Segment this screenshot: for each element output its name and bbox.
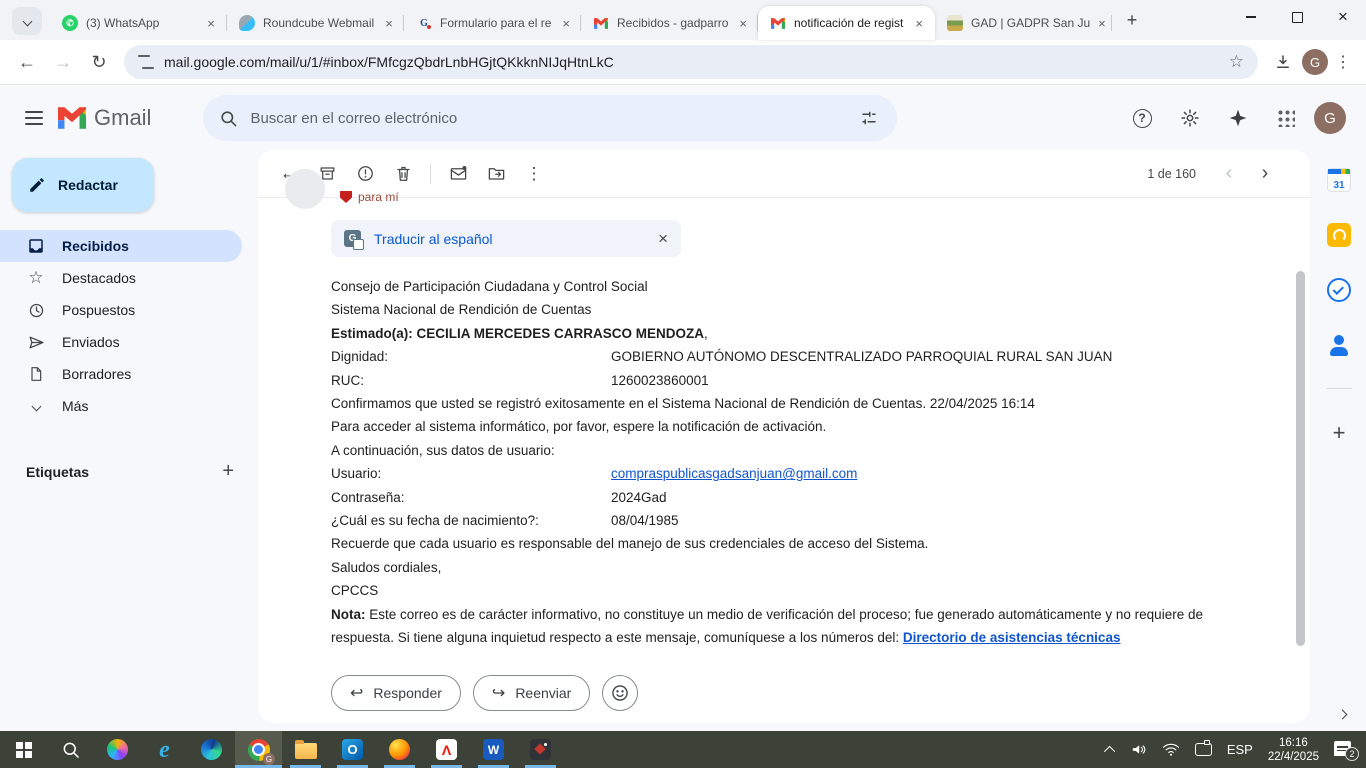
taskbar-word-button[interactable] (470, 731, 517, 768)
tab-close-icon[interactable] (911, 15, 927, 31)
add-label-button[interactable] (222, 460, 234, 483)
site-settings-icon[interactable] (138, 55, 154, 69)
language-indicator[interactable]: ESP (1226, 742, 1253, 757)
tasks-icon[interactable] (1327, 278, 1351, 302)
translate-link[interactable]: Traducir al español (374, 230, 493, 247)
tray-time: 16:16 (1279, 736, 1308, 749)
email-body (331, 275, 1256, 650)
sidebar-item-pospuestos[interactable] (0, 294, 242, 326)
tab-close-icon[interactable] (382, 15, 396, 31)
get-addons-button[interactable] (1333, 420, 1346, 446)
apps-grid-icon (1277, 109, 1295, 127)
keep-icon[interactable] (1327, 223, 1351, 247)
email-line: Saludos cordiales, (331, 559, 442, 575)
sender-avatar[interactable] (285, 169, 325, 209)
taskbar-internet-explorer-button[interactable] (141, 731, 188, 768)
email-line: Consejo de Participación Ciudadana y Control Social (331, 279, 648, 294)
window-controls (1228, 0, 1366, 34)
mail-view-card (258, 150, 1310, 723)
help-icon (1133, 109, 1152, 128)
inbox-icon (26, 237, 46, 255)
gear-icon (1180, 108, 1200, 128)
cpccs-icon (416, 15, 432, 31)
chrome-profile-badge: G (263, 753, 275, 765)
email-line: Confirmamos que usted se registró exitosamente en el Sistema Nacional de Rendición de Cuentas. 22/04/2025 16:14 (331, 396, 1035, 412)
system-tray (1107, 731, 1366, 768)
browser-forward-button[interactable] (46, 45, 80, 79)
tab-close-icon[interactable] (203, 15, 219, 31)
windows-taskbar (0, 731, 1366, 768)
acrobat-icon (436, 739, 457, 760)
tab-title: Formulario para el re (440, 16, 552, 30)
outlook-icon (342, 739, 363, 760)
email-note: Nota: Este correo es de carácter informativo, no constituye un medio de verificación del proceso; fue generado automáticamente y no requiere de respuesta. Si tiene alguna inquietud respecto a este mensaje, comuníquese a los números del: Directorio de asistencias técnicas (331, 606, 1203, 646)
pagination-count: 1 de 160 (1147, 166, 1196, 181)
translate-icon (344, 230, 361, 247)
contacts-icon[interactable] (1327, 333, 1351, 357)
search-icon (219, 109, 238, 128)
tab-close-icon[interactable] (559, 15, 573, 31)
email-scrollbar[interactable] (1296, 271, 1305, 646)
header-actions (1122, 98, 1352, 138)
tab-title: Recibidos - gadparro (617, 16, 729, 30)
sidebar-item-label: Destacados (62, 270, 136, 286)
newer-email-button[interactable] (1212, 157, 1246, 191)
browser-reload-button[interactable] (82, 45, 116, 79)
clock-icon (26, 302, 46, 319)
tab-notificacion-active[interactable] (758, 6, 935, 40)
gmail-icon (770, 15, 786, 31)
tab-search-button[interactable] (12, 7, 42, 35)
reply-button[interactable]: ↩ Responder (331, 675, 461, 711)
email-line: A continuación, sus datos de usuario: (331, 442, 555, 458)
smiley-icon (610, 683, 630, 703)
gmail-icon (593, 15, 609, 31)
sidebar-item-destacados[interactable] (0, 262, 242, 294)
search-icon (61, 740, 81, 760)
sidebar-item-label: Borradores (62, 366, 132, 382)
chevron-right-icon (1338, 710, 1348, 720)
sidebar-item-label: Pospuestos (62, 302, 136, 318)
notifications-button[interactable] (1334, 741, 1354, 758)
label-icon (340, 191, 352, 203)
tab-roundcube[interactable] (227, 6, 404, 40)
labels-header: Etiquetas (26, 463, 90, 480)
volume-icon[interactable] (1130, 741, 1147, 758)
tab-recibidos[interactable] (581, 6, 758, 40)
roundcube-icon (239, 15, 255, 31)
pencil-icon (28, 176, 46, 194)
help-button[interactable] (1122, 98, 1162, 138)
translate-bar (331, 220, 681, 257)
hide-side-panel-button[interactable] (1339, 705, 1346, 723)
browser-tab-strip (0, 0, 1366, 40)
sparkle-icon (1228, 108, 1248, 128)
sidebar-item-label: Recibidos (62, 238, 129, 254)
tab-gad[interactable] (935, 6, 1112, 40)
sidebar-item-label: Más (62, 398, 89, 414)
star-icon (26, 268, 46, 288)
gmail-logo-text: Gmail (94, 105, 152, 130)
email-field-row: Dignidad: GOBIERNO AUTÓNOMO DESCENTRALIZADO PARROQUIAL RURAL SAN JUAN (331, 349, 1113, 365)
gmail-app (0, 86, 1366, 731)
gemini-button[interactable] (1218, 98, 1258, 138)
taskbar-copilot-button[interactable] (94, 731, 141, 768)
emoji-reaction-button[interactable] (602, 675, 638, 711)
sidebar-item-borradores[interactable] (0, 358, 242, 390)
search-placeholder[interactable]: Buscar en el correo electrónico (250, 109, 458, 127)
email-line: Sistema Nacional de Rendición de Cuentas (331, 302, 592, 318)
copilot-icon (107, 739, 128, 760)
apps-grid-button[interactable] (1266, 98, 1306, 138)
email-scroll-area[interactable] (258, 190, 1310, 723)
taskbar-search-button[interactable] (47, 731, 94, 768)
browser-back-button[interactable] (10, 45, 44, 79)
mail-toolbar (258, 150, 1310, 198)
rail-divider (1326, 388, 1352, 389)
tab-title: GAD | GADPR San Ju (971, 16, 1091, 30)
email-line: CPCCS (331, 583, 379, 599)
forward-icon (492, 683, 505, 703)
email-field-row: Contraseña: 2024Gad (331, 489, 667, 505)
window-minimize-button[interactable] (1228, 0, 1274, 34)
user-email-link[interactable]: compraspublicasgadsanjuan@gmail.com (611, 466, 858, 482)
pagination (1147, 157, 1298, 191)
gmail-sidebar (0, 150, 256, 731)
report-spam-button[interactable] (346, 155, 384, 193)
email-line: Para acceder al sistema informático, por favor, espere la notificación de activación. (331, 419, 827, 435)
search-bar[interactable] (203, 95, 897, 141)
taskbar-app-button[interactable] (517, 731, 564, 768)
compose-button[interactable] (12, 158, 154, 212)
tab-title: Roundcube Webmail (263, 16, 375, 30)
browser-toolbar (0, 40, 1366, 85)
email-field-row: RUC: 1260023860001 (331, 372, 709, 388)
app-icon (530, 739, 551, 760)
tablet-icon[interactable] (1195, 743, 1212, 756)
reply-actions (331, 675, 638, 711)
internet-explorer-icon (159, 740, 170, 760)
close-icon[interactable] (658, 229, 668, 249)
email-field-row: Usuario: compraspublicasgadsanjuan@gmail.com (331, 462, 1256, 485)
browser-menu-button[interactable] (1330, 45, 1356, 79)
wifi-icon[interactable] (1162, 742, 1180, 757)
to-me-label[interactable]: para mí (358, 190, 399, 204)
tray-date: 22/4/2025 (1267, 750, 1319, 763)
email-greeting: Estimado(a): CECILIA MERCEDES CARRASCO MENDOZA, (331, 325, 708, 341)
tab-title: notificación de regist (794, 16, 904, 30)
side-panel-rail (1312, 150, 1366, 731)
show-hidden-icons-button[interactable] (1104, 745, 1115, 756)
firefox-icon (389, 739, 410, 760)
gmail-logo (58, 105, 151, 131)
recipient-row-clipped (258, 190, 1310, 211)
tab-close-icon[interactable] (736, 15, 750, 31)
word-icon (483, 739, 504, 760)
sidebar-item-enviados[interactable] (0, 326, 242, 358)
clock[interactable] (1268, 736, 1319, 764)
taskbar-file-explorer-button[interactable] (282, 731, 329, 768)
more-options-button[interactable] (515, 155, 553, 193)
directory-link[interactable]: Directorio de asistencias técnicas (902, 630, 1121, 646)
taskbar-chrome-button[interactable] (235, 731, 282, 768)
tab-close-icon[interactable] (1098, 15, 1106, 31)
delete-button[interactable] (384, 155, 422, 193)
address-bar[interactable] (124, 45, 1258, 79)
email-line: Recuerde que cada usuario es responsable del manejo de sus credenciales de acceso del Sistema. (331, 536, 929, 552)
forward-button[interactable]: ↪ Reenviar (473, 675, 590, 711)
notification-count-badge: 2 (1345, 747, 1359, 761)
toolbar-divider (430, 164, 431, 184)
new-tab-button[interactable] (1118, 6, 1146, 34)
draft-icon (26, 366, 46, 382)
sidebar-item-label: Enviados (62, 334, 120, 350)
url-text[interactable]: mail.google.com/mail/u/1/#inbox/FMfcgzQbdrLnbHGjtQKkknNIJqHtnLkC (164, 54, 614, 70)
chevron-down-icon (26, 403, 46, 410)
folder-icon (295, 743, 317, 759)
gmail-header (0, 86, 1366, 150)
tab-whatsapp[interactable] (50, 6, 227, 40)
main-menu-icon[interactable] (14, 98, 54, 138)
gmail-profile-avatar[interactable]: G (1314, 102, 1346, 134)
labels-section (26, 460, 234, 483)
taskbar-edge-button[interactable] (188, 731, 235, 768)
reply-icon (350, 683, 363, 703)
mark-unread-button[interactable] (439, 155, 477, 193)
tab-title: (3) WhatsApp (86, 16, 160, 30)
calendar-icon[interactable]: 31 (1327, 168, 1351, 192)
search-options-icon[interactable] (849, 98, 889, 138)
chevron-down-icon (22, 16, 32, 26)
older-email-button[interactable] (1248, 157, 1282, 191)
email-field-row: ¿Cuál es su fecha de nacimiento?: 08/04/1985 (331, 513, 679, 529)
start-button[interactable] (0, 731, 47, 768)
tab-formulario[interactable] (404, 6, 581, 40)
settings-button[interactable] (1170, 98, 1210, 138)
send-icon (26, 334, 46, 351)
sidebar-nav (0, 230, 256, 422)
taskbar-outlook-button[interactable] (329, 731, 376, 768)
window-restore-button[interactable] (1274, 0, 1320, 34)
sidebar-item-recibidos[interactable] (0, 230, 242, 262)
whatsapp-icon (62, 15, 78, 31)
gmail-m-icon (58, 107, 86, 129)
gad-icon (947, 15, 963, 31)
downloads-button[interactable] (1266, 45, 1300, 79)
taskbar-firefox-button[interactable] (376, 731, 423, 768)
browser-profile-avatar[interactable]: G (1302, 49, 1328, 75)
window-close-button[interactable] (1320, 0, 1366, 34)
bookmark-star-icon[interactable] (1229, 52, 1244, 72)
move-to-button[interactable] (477, 155, 515, 193)
compose-label: Redactar (58, 177, 118, 193)
sidebar-item-mas[interactable] (0, 390, 242, 422)
windows-logo-icon (16, 742, 32, 758)
taskbar-acrobat-button[interactable] (423, 731, 470, 768)
edge-icon (201, 739, 222, 760)
